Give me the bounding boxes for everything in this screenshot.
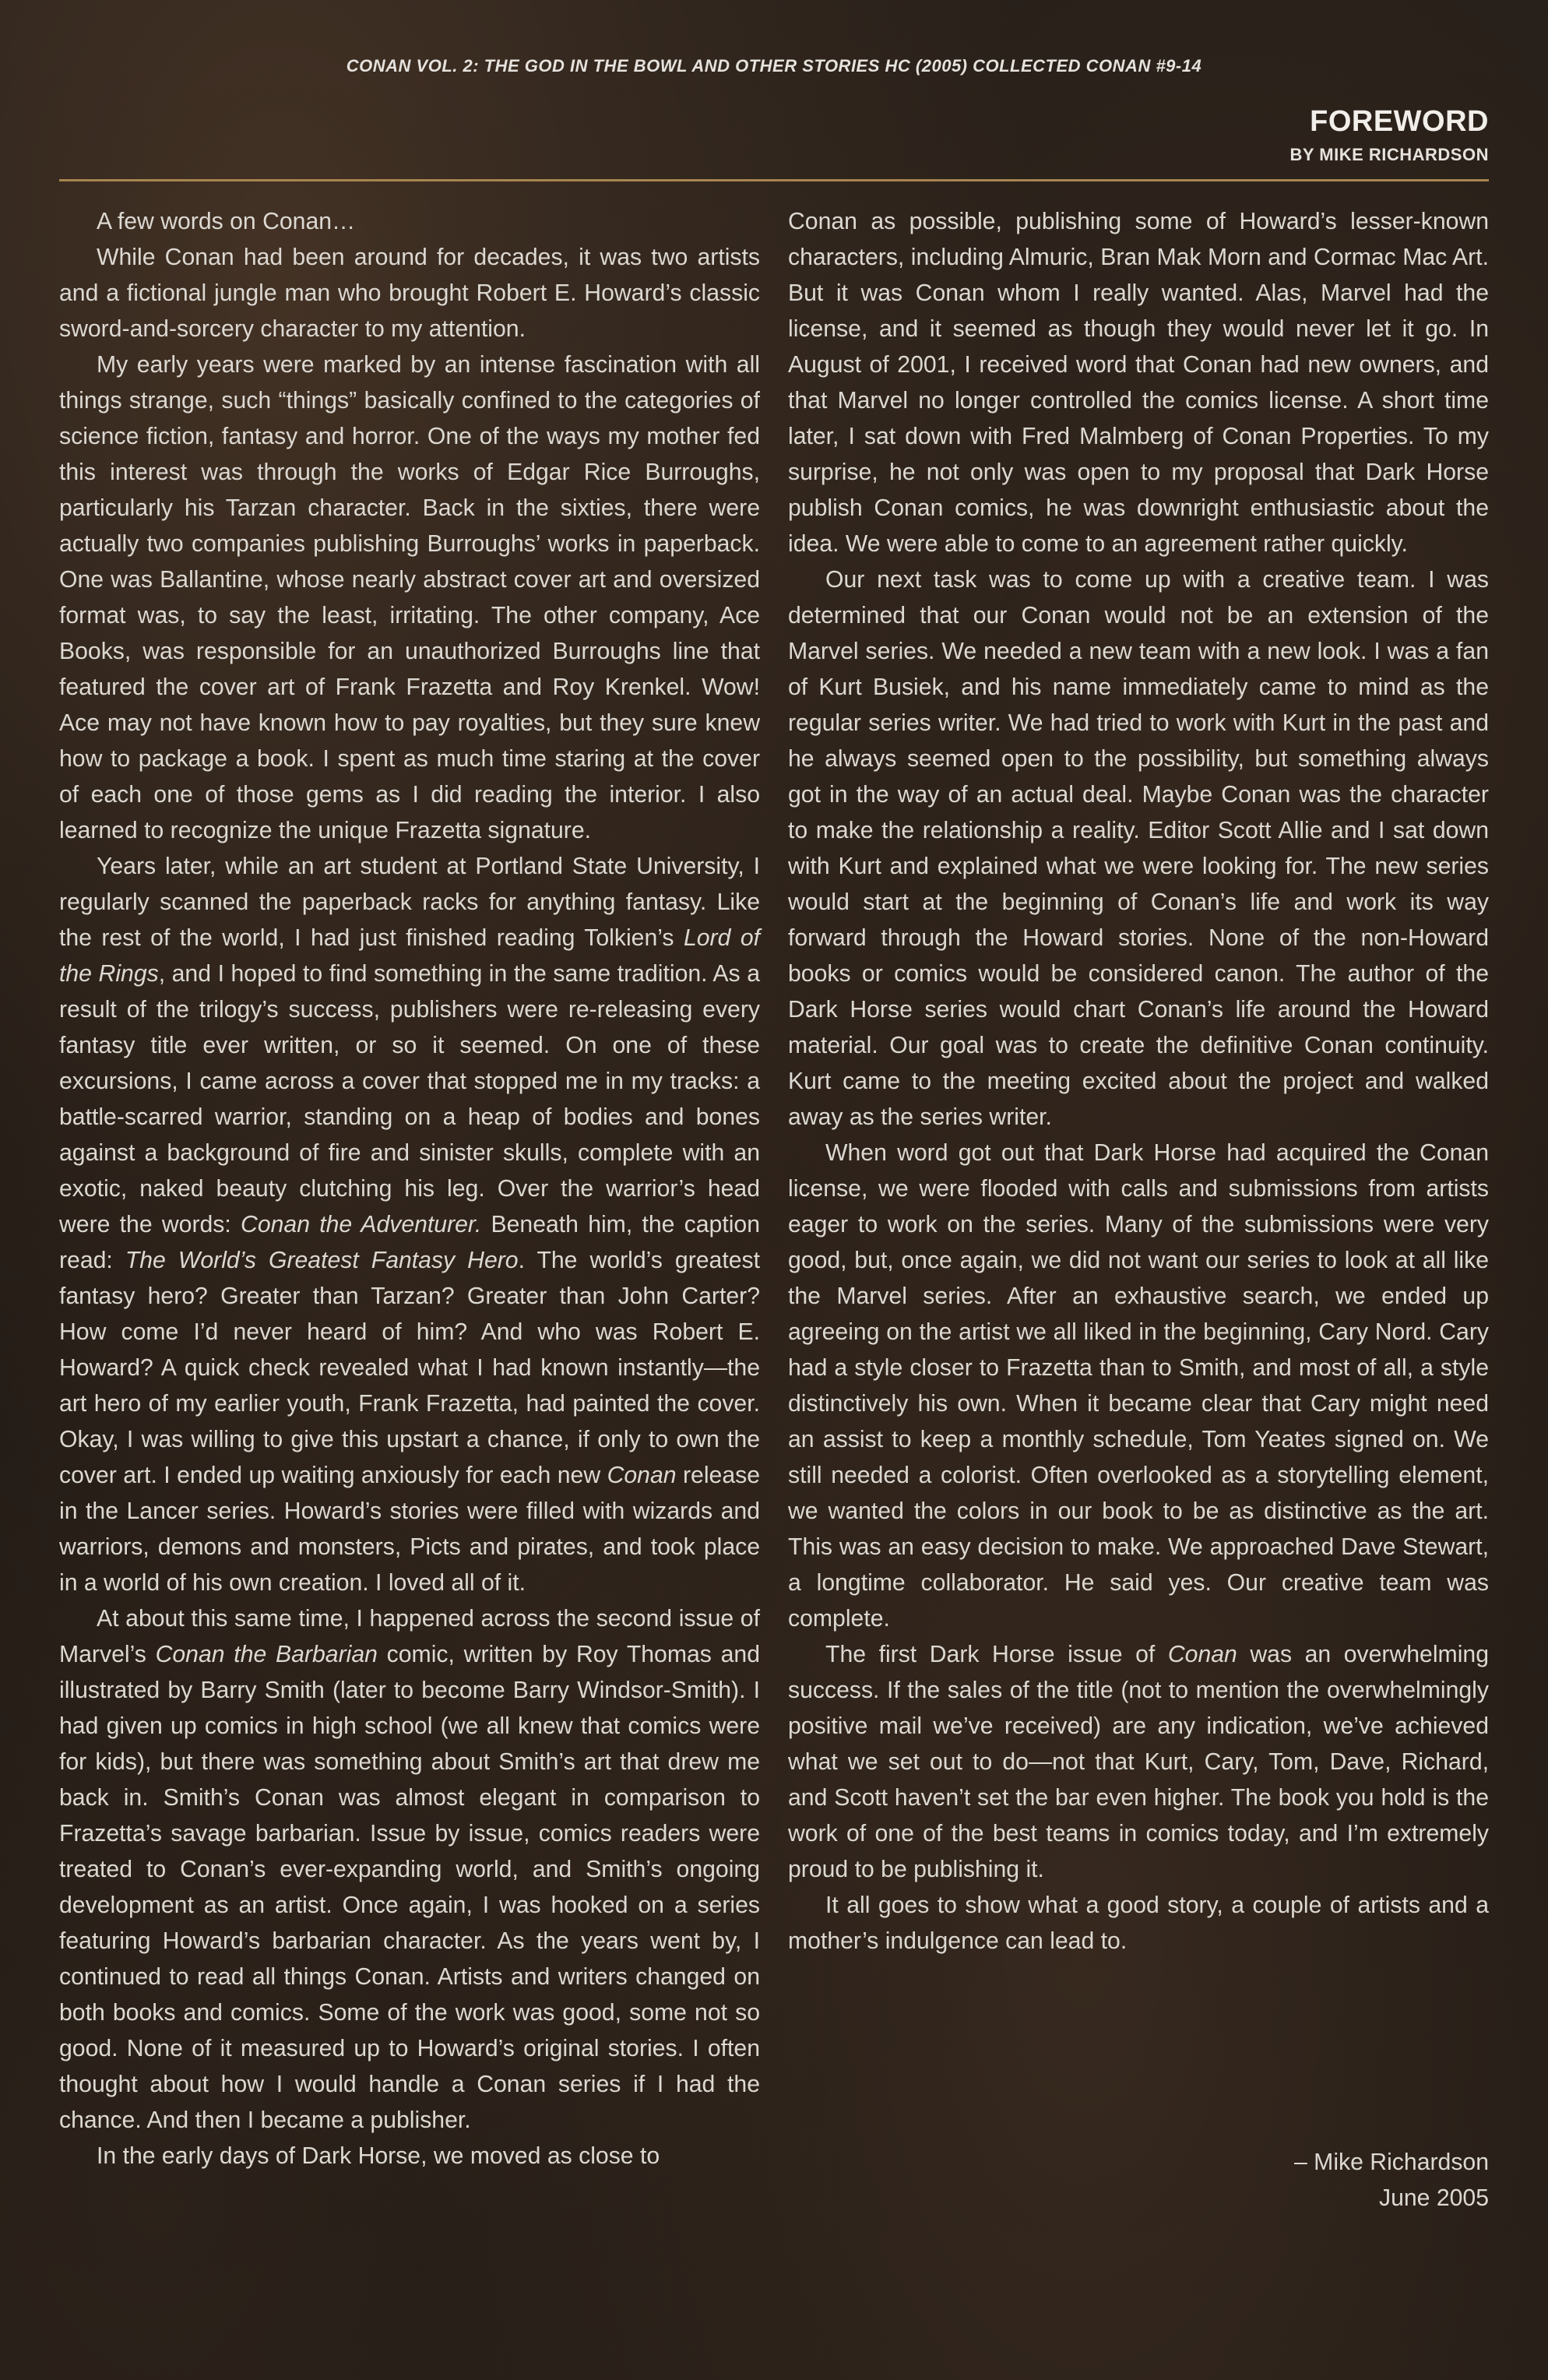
paragraph bbox=[59, 2139, 760, 2174]
paragraph-intro bbox=[59, 204, 760, 240]
left-column bbox=[59, 204, 760, 2174]
signature-date: June 2005 bbox=[1378, 2185, 1489, 2211]
comic-title: Conan the Barbarian bbox=[155, 1642, 378, 1667]
text-segment: In the early days of Dark Horse, we moved as close to bbox=[97, 2143, 660, 2169]
text-segment: At about this same time, I happened across the second issue of Marvel’s bbox=[59, 1606, 760, 1667]
book-title: Lord of the Rings bbox=[59, 925, 761, 987]
paragraph bbox=[59, 849, 760, 1601]
signature-name: – Mike Richardson bbox=[1294, 2149, 1489, 2175]
paragraph bbox=[788, 562, 1489, 1135]
text-segment: My early years were marked by an intense fascination with all things strange, such “things” basically confined to the categories of science fiction, fantasy and horror. One of the ways my mother fed this interest was through the works of Edgar Rice Burroughs, particularly his Tarzan character. Back in the sixties, there were actually two companies publishing Burroughs’ works in paperback. One was Ballantine, whose nearly abstract cover art and oversized format was, to say the least, irritating. The other company, Ace Books, was responsible for an unauthorized Burroughs line that featured the cover art of Frank Frazetta and Roy Krenkel. Wow! Ace may not have known how to pay royalties, but they sure knew how to package a book. I spent as much time staring at the cover of each one of those gems as I did reading the interior. I also learned to recognize the unique Frazetta signature. bbox=[59, 352, 760, 843]
page-title: FOREWORD bbox=[1310, 105, 1489, 138]
series-title: Conan bbox=[607, 1463, 677, 1488]
text-segment: Conan as possible, publishing some of Howard’s lesser-known characters, including Almuric, Bran Mak Morn and Cormac Mac Art. But it was Conan whom I really wanted. Alas, Marvel had the license, and it seemed as though they would never let it go. In August of 2001, I received word that Conan had new owners, and that Marvel no longer controlled the comics license. A short time later, I sat down with Fred Malmberg of Conan Properties. To my surprise, he not only was open to my proposal that Dark Horse publish Conan comics, he was downright enthusiastic about the idea. We were able to come to an agreement rather quickly. bbox=[788, 209, 1489, 557]
paragraph bbox=[788, 1135, 1489, 1637]
text-segment: comic, written by Roy Thomas and illustrated by Barry Smith (later to become Barry Windsor-Smith). I had given up comics in high school (we all knew that comics were for kids), but there was something about Smith’s art that drew me back in. Smith’s Conan was almost elegant in comparison to Frazetta’s savage barbarian. Issue by issue, comics readers were treated to Conan’s ever-expanding world, and Smith’s ongoing development as an artist. Once again, I was hooked on a series featuring Howard’s barbarian character. As the years went by, I continued to read all things Conan. Artists and writers changed on both books and comics. Some of the work was good, some not so good. None of it measured up to Howard’s original stories. I often thought about how I would handle a Conan series if I had the chance. And then I became a publisher. bbox=[59, 1642, 760, 2133]
paragraph bbox=[59, 1601, 760, 2139]
caption-quote: The World’s Greatest Fantasy Hero bbox=[125, 1248, 519, 1273]
text-segment: release in the Lancer series. Howard’s stories were filled with wizards and warriors, demons and monsters, Picts and pirates, and took place in a world of his own creation. I loved all of it. bbox=[59, 1463, 760, 1596]
paragraph bbox=[59, 347, 760, 849]
text-segment: , and I hoped to find something in the same tradition. As a result of the trilogy’s success, publishers were re-releasing every fantasy title ever written, or so it seemed. On one of these excursions, I came across a cover that stopped me in my tracks: a battle-scarred warrior, standing on a heap of bodies and bones against a background of fire and sinister skulls, complete with an exotic, naked beauty clutching his leg. Over the warrior’s head were the words: bbox=[59, 961, 760, 1238]
paragraph-continued bbox=[788, 204, 1489, 562]
text-segment: A few words on Conan… bbox=[97, 209, 356, 234]
signature-block bbox=[1294, 2145, 1489, 2216]
text-segment: When word got out that Dark Horse had acquired the Conan license, we were flooded with calls and submissions from artists eager to work on the series. Many of the submissions were very good, but, once again, we did not want our series to look at all like the Marvel series. After an exhaustive search, we ended up agreeing on the artist we all liked in the beginning, Cary Nord. Cary had a style closer to Frazetta than to Smith, and most of all, a style distinctively his own. When it became clear that Cary might need an assist to keep a monthly schedule, Tom Yeates signed on. We still needed a colorist. Often overlooked as a storytelling element, we wanted the colors in our book to be as distinctive as the art. This was an easy decision to make. We approached Dave Stewart, a longtime collaborator. He said yes. Our creative team was complete. bbox=[788, 1140, 1489, 1632]
text-segment: Years later, while an art student at Portland State University, I regularly scanned the paperback racks for anything fantasy. Like the rest of the world, I had just finished reading Tolkien’s bbox=[59, 854, 760, 951]
text-segment: Beneath him, the caption read: bbox=[59, 1212, 761, 1273]
text-segment: The first Dark Horse issue of bbox=[825, 1642, 1168, 1667]
header-divider bbox=[59, 179, 1489, 181]
text-segment: It all goes to show what a good story, a couple of artists and a mother’s indulgence can lead to. bbox=[788, 1892, 1489, 1954]
book-title: Conan the Adventurer. bbox=[241, 1212, 482, 1238]
text-segment: While Conan had been around for decades, it was two artists and a fictional jungle man who brought Robert E. Howard’s classic sword-and-sorcery character to my attention. bbox=[59, 245, 760, 342]
comic-title: Conan bbox=[1167, 1642, 1237, 1667]
text-segment: . The world’s greatest fantasy hero? Greater than Tarzan? Greater than John Carter? How come I’d never heard of him? And who was Robert E. Howard? A quick check revealed what I had known instantly—the art hero of my earlier youth, Frank Frazetta, had painted the cover. Okay, I was willing to give this upstart a chance, if only to own the cover art. I ended up waiting anxiously for each new bbox=[59, 1248, 760, 1488]
text-segment: was an overwhelming success. If the sales of the title (not to mention the overwhelmingly positive mail we’ve received) are any indication, we’ve achieved what we set out to do—not that Kurt, Cary, Tom, Dave, Richard, and Scott haven’t set the bar even higher. The book you hold is the work of one of the best teams in comics today, and I’m extremely proud to be publishing it. bbox=[788, 1642, 1489, 1882]
text-segment: Our next task was to come up with a creative team. I was determined that our Conan would not be an extension of the Marvel series. We needed a new team with a new look. I was a fan of Kurt Busiek, and his name immediately came to mind as the regular series writer. We had tried to work with Kurt in the past and he always seemed open to the possibility, but something always got in the way of an actual deal. Maybe Conan was the character to make the relationship a reality. Editor Scott Allie and I sat down with Kurt and explained what we were looking for. The new series would start at the beginning of Conan’s life and work its way forward through the Howard stories. None of the non-Howard books or comics would be considered canon. The author of the Dark Horse series would chart Conan’s life around the Howard material. Our goal was to create the definitive Conan continuity. Kurt came to the meeting excited about the project and walked away as the series writer. bbox=[788, 567, 1489, 1130]
paragraph bbox=[788, 1888, 1489, 1959]
title-block bbox=[1289, 104, 1489, 165]
byline: BY MIKE RICHARDSON bbox=[1289, 145, 1489, 164]
paragraph bbox=[59, 240, 760, 347]
running-title: CONAN VOL. 2: THE GOD IN THE BOWL AND OTHER STORIES HC (2005) COLLECTED CONAN #9-14 bbox=[346, 56, 1202, 76]
right-column bbox=[788, 204, 1489, 1959]
paragraph bbox=[788, 1637, 1489, 1888]
